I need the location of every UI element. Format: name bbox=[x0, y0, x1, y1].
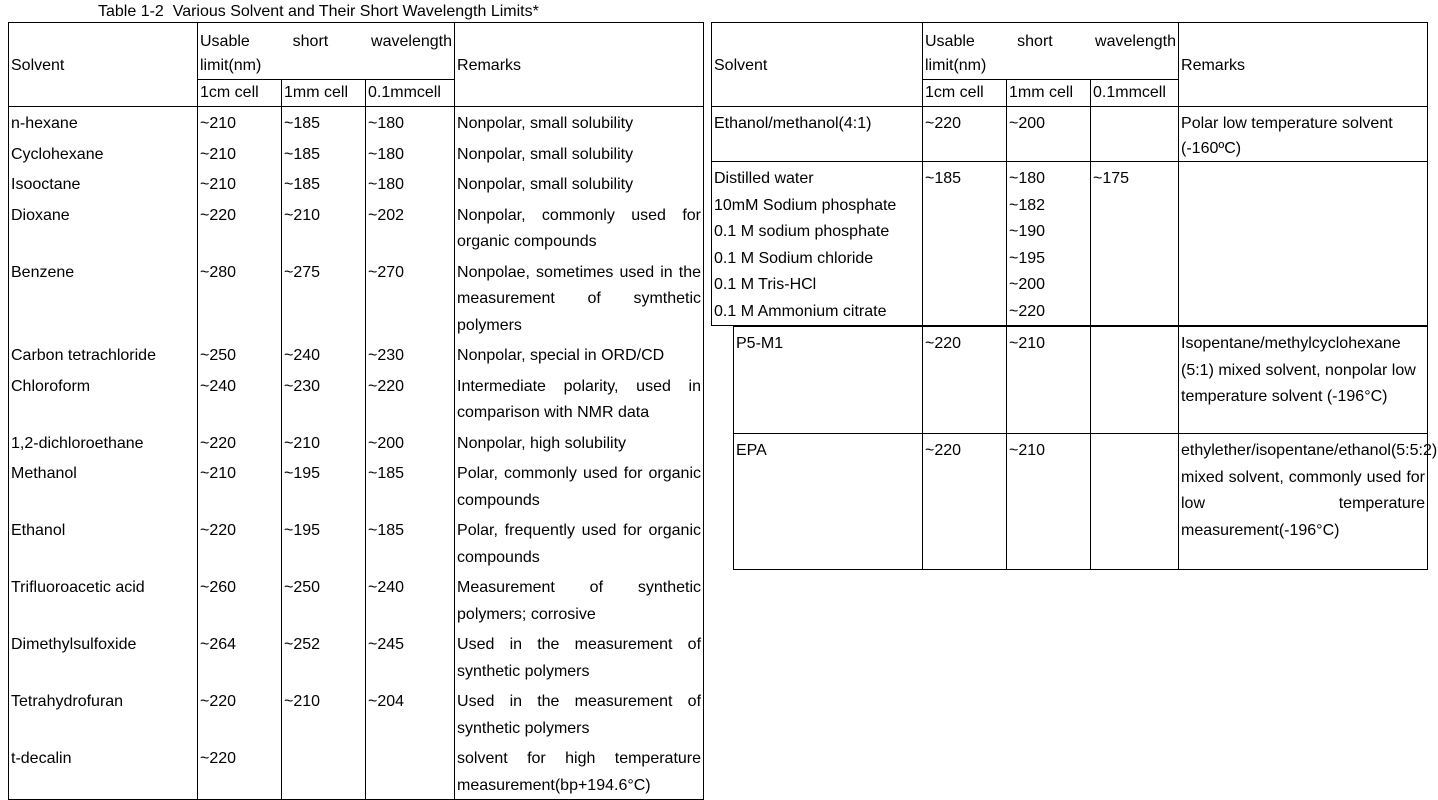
value-01mm: ~270 bbox=[366, 256, 455, 340]
value-1cm: ~210 bbox=[198, 457, 282, 514]
solvent-cell: Methanol bbox=[9, 457, 198, 514]
value-1cm: ~210 bbox=[198, 138, 282, 169]
left-table-body bbox=[9, 107, 704, 800]
solvent-cell: Ethanol/methanol(4:1) bbox=[712, 107, 923, 162]
solvent-line: 10mM Sodium phosphate bbox=[714, 196, 897, 214]
left-header-row bbox=[9, 23, 704, 80]
remarks-cell: Nonpolar, special in ORD/CD bbox=[455, 339, 704, 370]
left-header-1cm: 1cm cell bbox=[198, 80, 282, 107]
solvent-cell: Dioxane bbox=[9, 199, 198, 256]
table-caption: Table 1-2 Various Solvent and Their Short Wavelength Limits* bbox=[98, 3, 539, 20]
solvent-line: Distilled water bbox=[714, 170, 814, 187]
right-solvent-table bbox=[711, 22, 1428, 326]
value-line: ~195 bbox=[1009, 249, 1046, 267]
solvent-cell: Tetrahydrofuran bbox=[9, 685, 198, 742]
remarks-cell: Nonpolae, sometimes used in the measurement of symthetic polymers bbox=[455, 256, 704, 340]
value-line: ~220 bbox=[1009, 302, 1046, 320]
value-01mm bbox=[1091, 434, 1179, 570]
value-1cm: ~220 bbox=[198, 742, 282, 800]
value-01mm: ~185 bbox=[366, 457, 455, 514]
value-1mm: ~185 bbox=[282, 107, 366, 138]
solvent-line: 0.1 M Sodium chloride bbox=[714, 249, 874, 267]
right-header-usable bbox=[923, 23, 1179, 80]
value-1mm: ~230 bbox=[282, 370, 366, 427]
value-1mm: ~240 bbox=[282, 339, 366, 370]
value-01mm: ~245 bbox=[366, 628, 455, 685]
solvent-cell: Cyclohexane bbox=[9, 138, 198, 169]
remarks-cell: Nonpolar, small solubility bbox=[455, 138, 704, 169]
value-line: ~190 bbox=[1009, 223, 1046, 240]
header-word-wavelength: wavelength bbox=[371, 33, 452, 50]
value-1mm-group bbox=[1007, 162, 1091, 326]
table-row bbox=[9, 168, 704, 199]
value-1cm: ~220 bbox=[198, 514, 282, 571]
value-line: ~180 bbox=[1009, 170, 1046, 187]
value-1cm: ~210 bbox=[198, 107, 282, 138]
value-01mm: ~200 bbox=[366, 427, 455, 458]
value-01mm: ~240 bbox=[366, 571, 455, 628]
value-1cm: ~264 bbox=[198, 628, 282, 685]
table-row bbox=[9, 457, 704, 514]
table-row bbox=[9, 370, 704, 427]
solvent-cell: t-decalin bbox=[9, 742, 198, 800]
value-1mm: ~210 bbox=[282, 199, 366, 256]
solvent-line: 0.1 M sodium phosphate bbox=[714, 223, 890, 240]
value-01mm: ~180 bbox=[366, 107, 455, 138]
value-01mm: ~180 bbox=[366, 138, 455, 169]
value-1mm: ~185 bbox=[282, 168, 366, 199]
table-row bbox=[734, 327, 1428, 434]
value-1mm: ~185 bbox=[282, 138, 366, 169]
right-header-solvent: Solvent bbox=[712, 23, 923, 107]
solvent-cell: Benzene bbox=[9, 256, 198, 340]
header-limit: limit(nm) bbox=[925, 56, 987, 74]
remarks-cell: Polar, frequently used for organic compounds bbox=[455, 514, 704, 571]
header-limit: limit(nm) bbox=[200, 56, 262, 74]
left-header-01mm: 0.1mmcell bbox=[366, 80, 455, 107]
value-1cm: ~220 bbox=[198, 427, 282, 458]
solvent-cell: 1,2-dichloroethane bbox=[9, 427, 198, 458]
value-1cm: ~220 bbox=[198, 685, 282, 742]
table-row bbox=[9, 685, 704, 742]
solvent-cell: Isooctane bbox=[9, 168, 198, 199]
solvent-cell-group bbox=[712, 162, 923, 326]
table-row bbox=[9, 138, 704, 169]
remarks-cell: Intermediate polarity, used in comparison with NMR data bbox=[455, 370, 704, 427]
table-row bbox=[9, 427, 704, 458]
solvent-line: 0.1 M Ammonium citrate bbox=[714, 302, 887, 320]
right-header-1cm: 1cm cell bbox=[923, 80, 1007, 107]
table-row bbox=[9, 742, 704, 800]
value-1mm: ~210 bbox=[1007, 327, 1091, 434]
value-1cm: ~220 bbox=[923, 327, 1007, 434]
value-01mm: ~204 bbox=[366, 685, 455, 742]
table-row bbox=[712, 162, 1428, 326]
table-row bbox=[9, 628, 704, 685]
value-1mm: ~210 bbox=[1007, 434, 1091, 570]
right-header-row bbox=[712, 23, 1428, 80]
header-word-wavelength: wavelength bbox=[1095, 33, 1176, 50]
value-1mm: ~210 bbox=[282, 685, 366, 742]
right-lowtemp-table bbox=[733, 326, 1438, 570]
value-1cm: ~220 bbox=[923, 434, 1007, 570]
right-header-1mm: 1mm cell bbox=[1007, 80, 1091, 107]
value-1mm: ~200 bbox=[1007, 107, 1091, 162]
solvent-cell: Chloroform bbox=[9, 370, 198, 427]
remarks-cell: Used in the measurement of synthetic polymers bbox=[455, 685, 704, 742]
table-row bbox=[734, 434, 1428, 570]
value-line: ~182 bbox=[1009, 196, 1046, 214]
remarks-cell: Isopentane/methylcyclohexane (5:1) mixed solvent, nonpolar low temperature solvent (-196°C) bbox=[1179, 327, 1428, 434]
value-1mm: ~275 bbox=[282, 256, 366, 340]
value-01mm bbox=[366, 742, 455, 800]
header-word-usable: Usable bbox=[925, 33, 975, 50]
remarks-cell: Measurement of synthetic polymers; corrosive bbox=[455, 571, 704, 628]
remarks-cell: Polar low temperature solvent (-160ºC) bbox=[1179, 107, 1428, 162]
table-row bbox=[9, 256, 704, 340]
value-1cm: ~220 bbox=[923, 107, 1007, 162]
header-word-short: short bbox=[1017, 33, 1053, 50]
remarks-cell: solvent for high temperature measurement(bp+194.6°C) bbox=[455, 742, 704, 800]
value-01mm: ~220 bbox=[366, 370, 455, 427]
remarks-cell: Nonpolar, commonly used for organic compounds bbox=[455, 199, 704, 256]
value-line: ~200 bbox=[1009, 276, 1046, 293]
solvent-line: 0.1 M Tris-HCl bbox=[714, 276, 817, 293]
value-1cm: ~185 bbox=[923, 162, 1007, 326]
value-1cm: ~280 bbox=[198, 256, 282, 340]
value-1cm: ~210 bbox=[198, 168, 282, 199]
remarks-cell: Nonpolar, high solubility bbox=[455, 427, 704, 458]
value-01mm bbox=[1091, 107, 1179, 162]
table-row bbox=[9, 107, 704, 138]
solvent-cell: EPA bbox=[734, 434, 923, 570]
header-word-usable: Usable bbox=[200, 33, 250, 50]
value-1mm: ~250 bbox=[282, 571, 366, 628]
solvent-cell: n-hexane bbox=[9, 107, 198, 138]
remarks-cell: Nonpolar, small solubility bbox=[455, 107, 704, 138]
solvent-cell: P5-M1 bbox=[734, 327, 923, 434]
value-1mm: ~252 bbox=[282, 628, 366, 685]
value-1mm bbox=[282, 742, 366, 800]
remarks-cell: Used in the measurement of synthetic polymers bbox=[455, 628, 704, 685]
solvent-cell: Carbon tetrachloride bbox=[9, 339, 198, 370]
value-1cm: ~220 bbox=[198, 199, 282, 256]
value-1cm: ~250 bbox=[198, 339, 282, 370]
value-1mm: ~210 bbox=[282, 427, 366, 458]
value-01mm: ~175 bbox=[1091, 162, 1179, 326]
remarks-cell: Nonpolar, small solubility bbox=[455, 168, 704, 199]
left-solvent-table bbox=[8, 22, 704, 800]
value-01mm: ~230 bbox=[366, 339, 455, 370]
left-header-1mm: 1mm cell bbox=[282, 80, 366, 107]
value-01mm: ~180 bbox=[366, 168, 455, 199]
left-header-remarks: Remarks bbox=[455, 23, 704, 107]
value-01mm: ~185 bbox=[366, 514, 455, 571]
table-row bbox=[9, 199, 704, 256]
solvent-cell: Trifluoroacetic acid bbox=[9, 571, 198, 628]
solvent-cell: Ethanol bbox=[9, 514, 198, 571]
solvent-cell: Dimethylsulfoxide bbox=[9, 628, 198, 685]
remarks-cell: Polar, commonly used for organic compounds bbox=[455, 457, 704, 514]
table-row bbox=[712, 107, 1428, 162]
right-header-remarks: Remarks bbox=[1179, 23, 1428, 107]
value-1mm: ~195 bbox=[282, 514, 366, 571]
value-01mm bbox=[1091, 327, 1179, 434]
value-1mm: ~195 bbox=[282, 457, 366, 514]
remarks-cell bbox=[1179, 162, 1428, 326]
value-01mm: ~202 bbox=[366, 199, 455, 256]
left-header-usable bbox=[198, 23, 455, 80]
remarks-cell: ethylether/isopentane/ethanol(5:5:2) mixed solvent, commonly used for low temperature measurement(-196°C) bbox=[1179, 434, 1428, 570]
value-1cm: ~260 bbox=[198, 571, 282, 628]
table-row bbox=[9, 571, 704, 628]
header-word-short: short bbox=[292, 33, 329, 50]
table-row bbox=[9, 339, 704, 370]
right-header-01mm: 0.1mmcell bbox=[1091, 80, 1179, 107]
left-header-solvent: Solvent bbox=[9, 23, 198, 107]
value-1cm: ~240 bbox=[198, 370, 282, 427]
table-row bbox=[9, 514, 704, 571]
